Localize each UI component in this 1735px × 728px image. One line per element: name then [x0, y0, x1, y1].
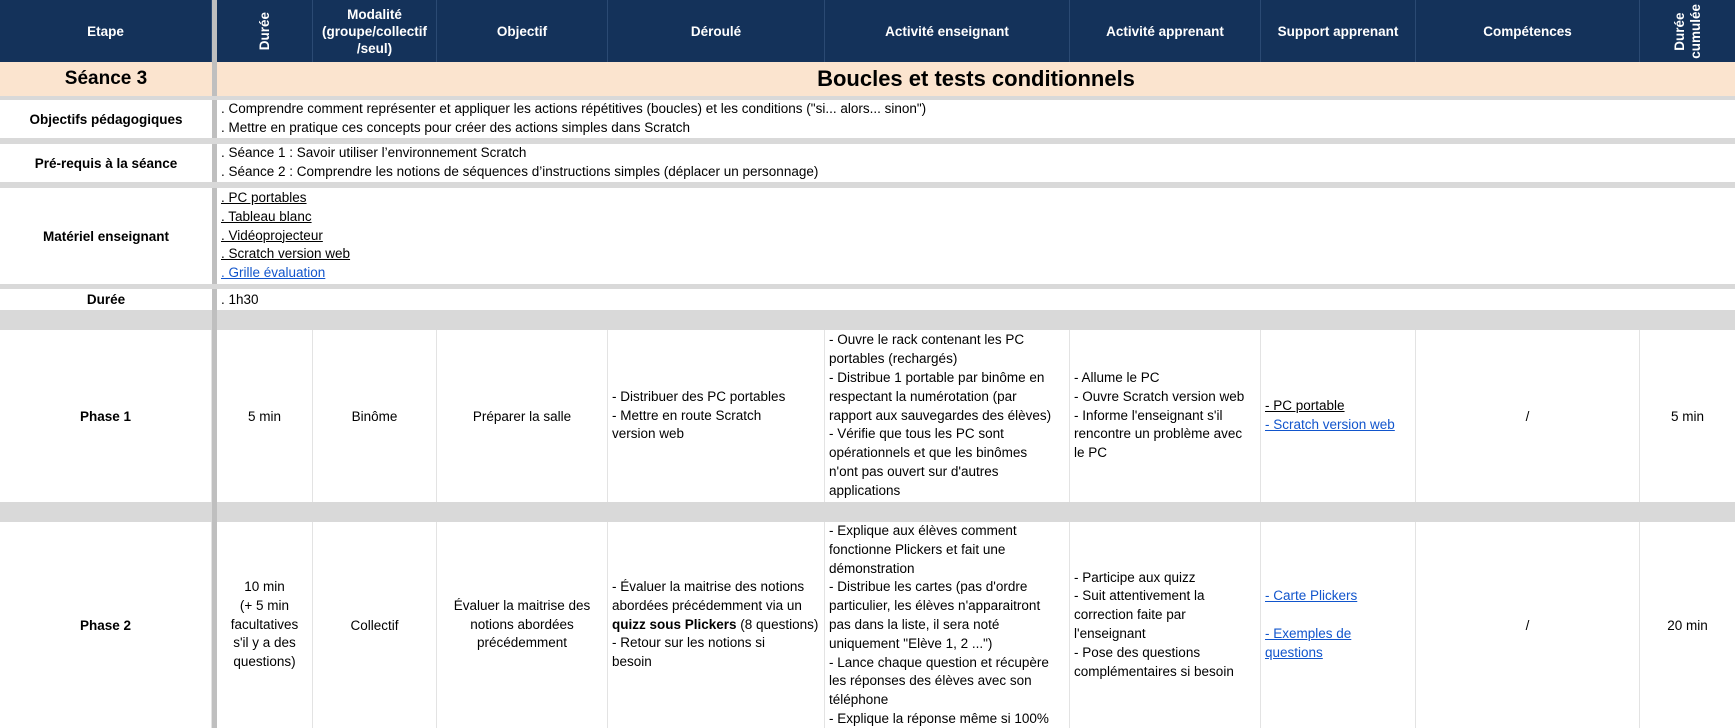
materiel-list [217, 188, 1735, 284]
phase1-duree-cumulee: 5 min [1670, 408, 1704, 424]
objectifs-row [0, 100, 1735, 138]
phase2-modalite: Collectif [313, 522, 437, 728]
phase2-objectif: Évaluer la maitrise des notions abordées précédemment [437, 522, 608, 728]
phase1-activite-apprenant: - Allume le PC - Ouvre Scratch version web - Informe l'enseignant s'il rencontre un problème avec le PC [1070, 330, 1261, 502]
phase1-duree: 5 min [217, 330, 313, 502]
header-etape: Etape [0, 0, 212, 62]
header-activite-apprenant: Activité apprenant [1070, 0, 1261, 62]
duree-label: Durée [86, 292, 126, 307]
phase1-competences: / [1416, 330, 1640, 502]
materiel-label: Matériel enseignant [42, 228, 170, 244]
seance-label: Séance 3 [64, 68, 148, 89]
exemples-questions-link-cont[interactable]: questions [1265, 644, 1323, 660]
materiel-item: . Vidéoprojecteur [221, 227, 323, 243]
prerequis-row [0, 144, 1735, 182]
header-activite-enseignant: Activité enseignant [825, 0, 1070, 62]
phase2-row [0, 522, 1735, 728]
header-support-apprenant: Support apprenant [1261, 0, 1416, 62]
phase1-modalite: Binôme [313, 330, 437, 502]
exemples-questions-link[interactable]: - Exemples de [1265, 626, 1352, 641]
header-duree: Durée [217, 0, 313, 62]
materiel-row [0, 188, 1735, 284]
phase1-activite-enseignant: - Ouvre le rack contenant les PC portables (rechargés) - Distribue 1 portable par binôme en respectant la numérotation (par rapport aux sauvegardes des élèves) - Vérifie que tous les PC sont opérationnels et que les binômes n'ont pas ouvert sur d'autres applications [825, 330, 1070, 502]
phase1-objectif: Préparer la salle [437, 330, 608, 502]
header-modalite: Modalité (groupe/collectif /seul) [313, 0, 437, 62]
support-pc-portable: - PC portable [1265, 398, 1345, 414]
phase1-deroule: - Distribuer des PC portables - Mettre en route Scratch version web [608, 330, 825, 502]
header-deroule: Déroulé [608, 0, 825, 62]
duree-value: . 1h30 [221, 292, 259, 307]
phase1-row [0, 330, 1735, 502]
seance-row [0, 62, 1735, 96]
grille-evaluation-link[interactable]: . Grille évaluation [221, 265, 326, 281]
table-header [0, 0, 1735, 62]
phase2-competences: / [1416, 522, 1640, 728]
phase2-activite-apprenant: - Participe aux quizz - Suit attentivement la correction faite par l'enseignant - Pose des questions complémentaires si besoin [1070, 522, 1261, 728]
duree-row [0, 289, 1735, 310]
header-duree-cumulee: Durée cumulée [1671, 3, 1703, 59]
header-objectif: Objectif [437, 0, 608, 62]
prerequis-label: Pré-requis à la séance [34, 155, 178, 171]
materiel-item: . Scratch version web [221, 246, 351, 262]
phase2-duree-cumulee: 20 min [1667, 617, 1708, 633]
seance-title: Boucles et tests conditionnels [817, 66, 1135, 91]
prerequis-text: . Séance 1 : Savoir utiliser l’environnement Scratch . Séance 2 : Comprendre les notions de séquences d’instructions simples (déplacer un personnage) [221, 145, 819, 179]
phase1-support [1261, 330, 1416, 502]
materiel-item: . Tableau blanc [221, 208, 312, 224]
header-competences: Compétences [1416, 0, 1640, 62]
phase2-etape: Phase 2 [0, 522, 212, 728]
phase2-duree: 10 min (+ 5 min facultatives s'il y a des questions) [217, 522, 313, 728]
scratch-web-link[interactable]: - Scratch version web [1265, 417, 1395, 432]
phase2-support [1261, 522, 1416, 728]
phase1-etape: Phase 1 [0, 330, 212, 502]
objectifs-text: . Comprendre comment représenter et appliquer les actions répétitives (boucles) et les conditions ("si... alors... sinon") . Mettre en pratique ces concepts pour créer des actions simples dans Scratch [221, 101, 927, 135]
phase2-deroule: - Évaluer la maitrise des notions abordées précédemment via un quizz sous Plickers (8 questions) - Retour sur les notions si besoin [608, 522, 825, 728]
carte-plickers-link[interactable]: - Carte Plickers [1265, 588, 1358, 604]
phase2-activite-enseignant: - Explique aux élèves comment fonctionne Plickers et fait une démonstration - Distribue les cartes (pas d'ordre particulier, les élèves n'apparaitront pas dans la liste, il sera noté uniquement "Elève 1, 2 ...") - Lance chaque question et récupère les réponses des élèves avec son téléphone - Explique la réponse même si 100% [825, 522, 1070, 728]
objectifs-label: Objectifs pédagogiques [29, 111, 183, 127]
materiel-item: . PC portables [221, 190, 307, 205]
